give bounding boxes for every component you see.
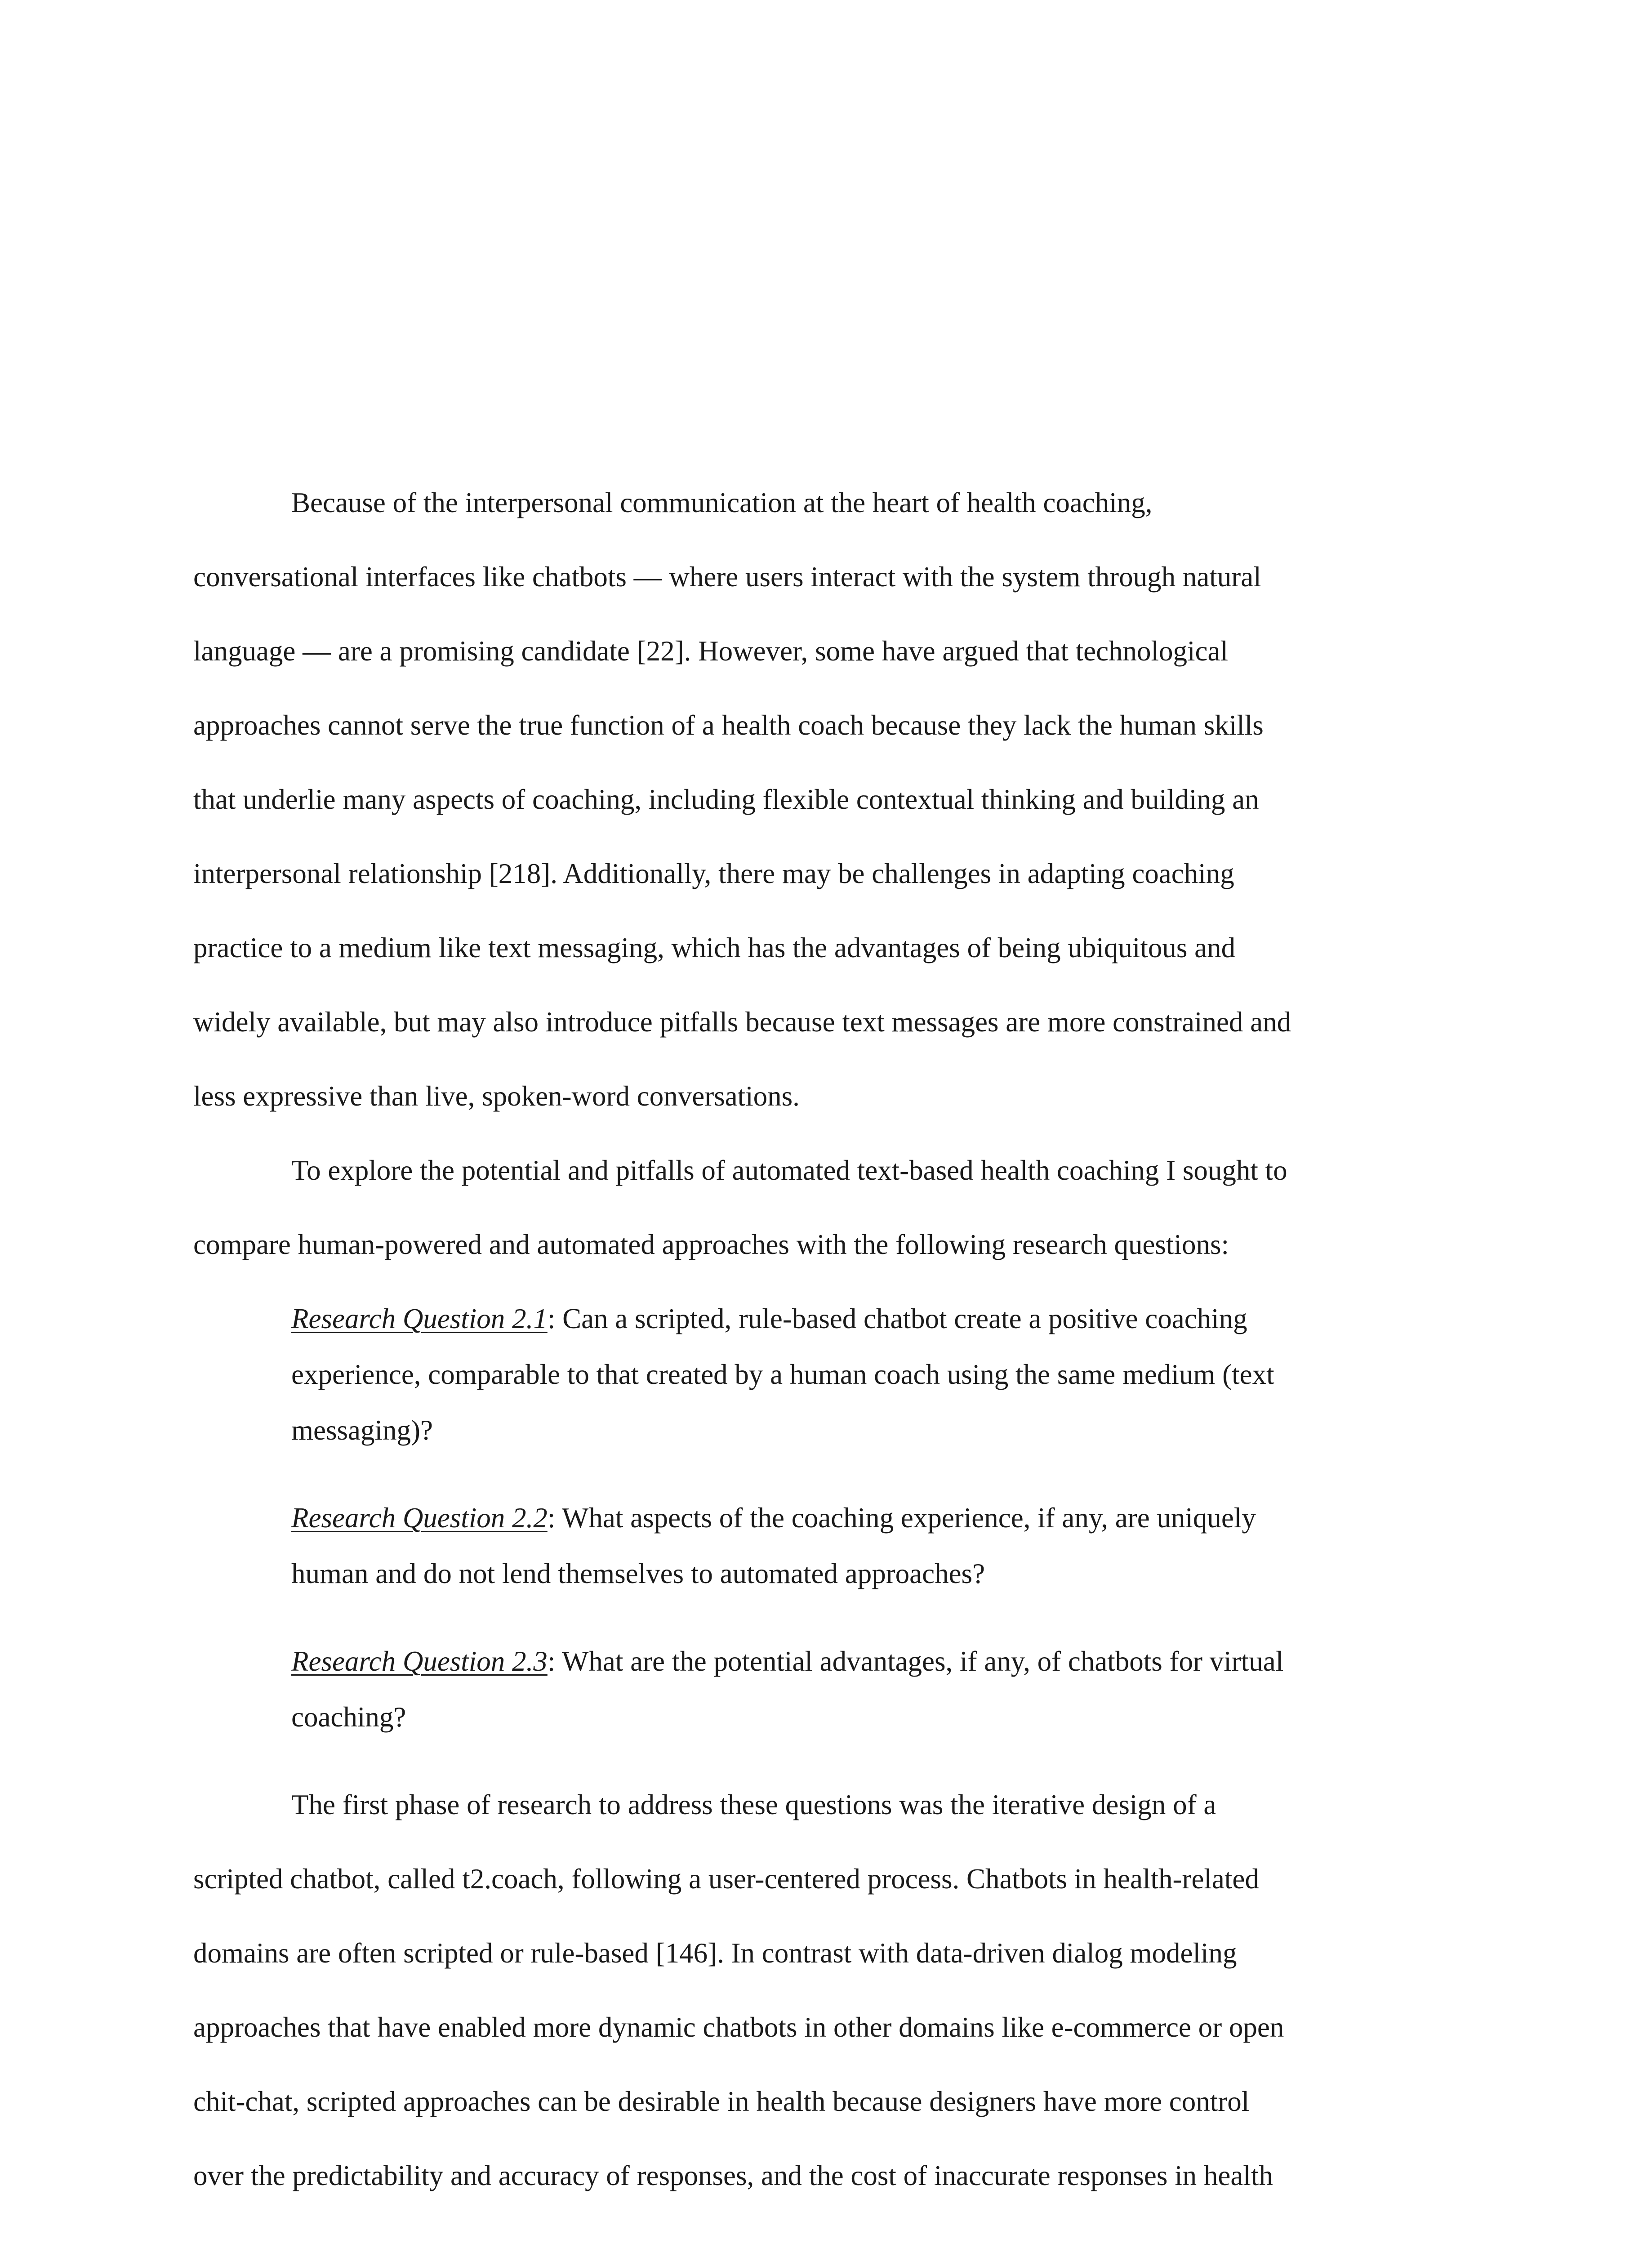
research-question-2-1-line-2: experience, comparable to that created by a human coach using the same medium (text [291, 1359, 1274, 1390]
research-question-2-3-label: Research Question 2.3 [291, 1646, 548, 1677]
research-question-2-1 [291, 1301, 1247, 1337]
paragraph-1-line-4: approaches cannot serve the true function of a health coach because they lack the human skills [193, 709, 1264, 741]
paragraph-3-line-4: approaches that have enabled more dynamic chatbots in other domains like e-commerce or open [193, 2012, 1284, 2043]
paragraph-3-line-6: over the predictability and accuracy of responses, and the cost of inaccurate responses in health [193, 2160, 1273, 2191]
paragraph-2-line-1: To explore the potential and pitfalls of automated text-based health coaching I sought to [291, 1155, 1287, 1186]
research-question-2-3 [291, 1643, 1283, 1679]
paragraph-1-line-8: widely available, but may also introduce pitfalls because text messages are more constrained and [193, 1006, 1291, 1038]
paragraph-1-line-1: Because of the interpersonal communication at the heart of health coaching, [291, 487, 1153, 518]
paragraph-1-line-7: practice to a medium like text messaging, which has the advantages of being ubiquitous and [193, 932, 1236, 963]
paragraph-1-line-5: that underlie many aspects of coaching, including flexible contextual thinking and building an [193, 784, 1259, 815]
paragraph-1-line-2: conversational interfaces like chatbots — where users interact with the system through natural [193, 561, 1261, 593]
research-question-2-2-line-2: human and do not lend themselves to automated approaches? [291, 1558, 985, 1589]
paragraph-1-line-3: language — are a promising candidate [22]. However, some have argued that technological [193, 635, 1228, 667]
research-question-2-2-label: Research Question 2.2 [291, 1502, 548, 1534]
research-question-2-2-text: : What aspects of the coaching experience, if any, are uniquely [547, 1502, 1256, 1534]
paragraph-3-line-1: The first phase of research to address these questions was the iterative design of a [291, 1789, 1216, 1820]
paragraph-3-line-2: scripted chatbot, called t2.coach, following a user-centered process. Chatbots in health-related [193, 1863, 1259, 1895]
research-question-2-3-line-2: coaching? [291, 1701, 406, 1733]
paragraph-1-line-6: interpersonal relationship [218]. Additionally, there may be challenges in adapting coaching [193, 858, 1234, 889]
paragraph-2-line-2: compare human-powered and automated approaches with the following research questions: [193, 1229, 1229, 1260]
research-question-2-3-text: : What are the potential advantages, if any, of chatbots for virtual [547, 1646, 1284, 1677]
paragraph-3-line-5: chit-chat, scripted approaches can be desirable in health because designers have more control [193, 2086, 1250, 2117]
research-question-2-1-line-3: messaging)? [291, 1414, 433, 1446]
research-question-2-2 [291, 1500, 1256, 1536]
research-question-2-1-label: Research Question 2.1 [291, 1303, 548, 1334]
paragraph-1-line-9: less expressive than live, spoken-word conversations. [193, 1080, 800, 1112]
research-question-2-1-text: : Can a scripted, rule-based chatbot create a positive coaching [547, 1303, 1247, 1334]
paragraph-3-line-3: domains are often scripted or rule-based [146]. In contrast with data-driven dialog modeling [193, 1937, 1237, 1969]
